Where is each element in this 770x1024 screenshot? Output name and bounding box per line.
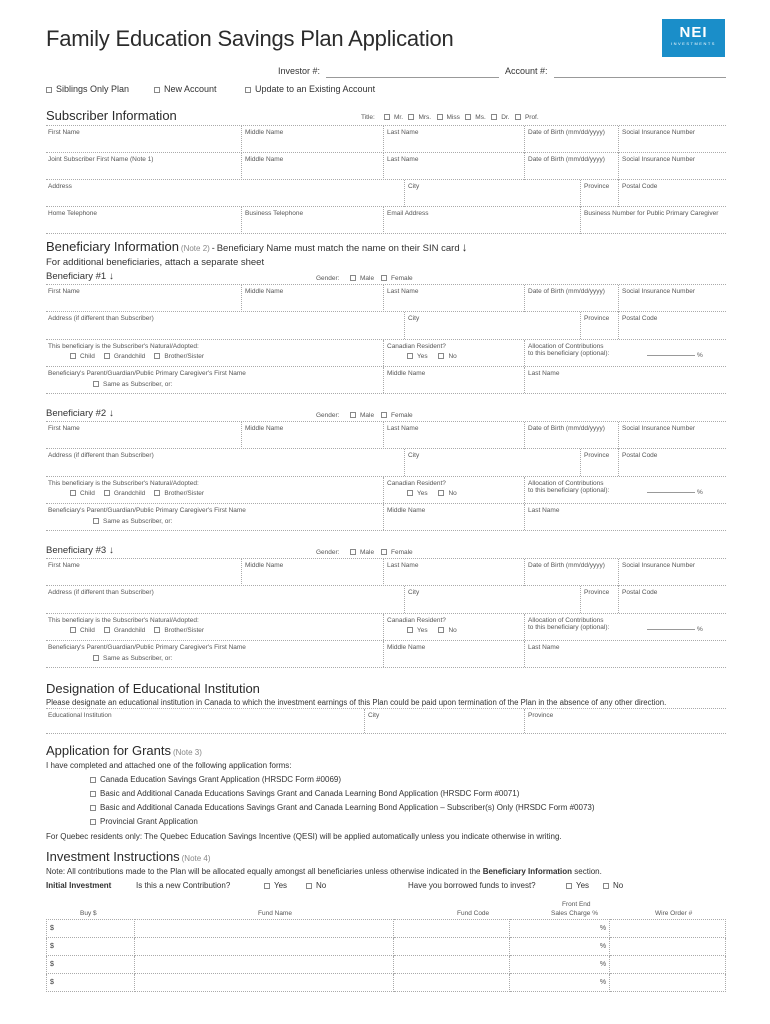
- beneficiary-first-name-field[interactable]: First Name: [48, 562, 80, 569]
- joint-first-name-field[interactable]: Joint Subscriber First Name (Note 1): [48, 156, 154, 163]
- parent-last-name-field[interactable]: Last Name: [524, 641, 726, 667]
- beneficiary-sin-field[interactable]: Social Insurance Number: [618, 285, 726, 312]
- relation-child[interactable]: Child: [70, 627, 95, 634]
- investment-description: Note: All contributions made to the Plan will be allocated equally amongst all beneficiaries unless otherwise indicated in the Beneficiary Information section.: [46, 867, 602, 876]
- quebec-note: For Quebec residents only: The Quebec Education Savings Incentive (QESI) will be applied automatically unless you indicate otherwise in writing.: [46, 832, 562, 841]
- page-title: Family Education Savings Plan Application: [46, 26, 454, 51]
- checkbox-icon[interactable]: [245, 87, 251, 93]
- gender-female[interactable]: Female: [381, 549, 413, 556]
- beneficiary-3-row-1: [46, 559, 726, 586]
- allocation-cell: [524, 340, 726, 366]
- beneficiary-1-row-2: [46, 312, 726, 339]
- fund-code-cell[interactable]: [394, 974, 510, 992]
- investment-row: [47, 974, 726, 992]
- alloc-label-2: to this beneficiary (optional):: [528, 624, 610, 631]
- relation-grandchild[interactable]: Grandchild: [104, 353, 145, 360]
- investor-number-label: Investor #:: [278, 66, 321, 76]
- new-account-label: New Account: [164, 84, 217, 94]
- relation-grandchild[interactable]: Grandchild: [104, 627, 145, 634]
- grants-heading: Application for Grants: [46, 743, 172, 758]
- percent-sign: %: [697, 489, 703, 496]
- subscriber-row-2: [46, 153, 726, 180]
- title-prof[interactable]: Prof.: [515, 114, 539, 121]
- resident-label: Canadian Resident?: [387, 343, 446, 350]
- allocation-field[interactable]: [647, 492, 695, 493]
- resident-no[interactable]: No: [438, 627, 456, 634]
- beneficiary-2-row-3: [46, 477, 726, 503]
- email-field[interactable]: Email Address: [383, 207, 580, 234]
- checkbox-icon[interactable]: [381, 549, 387, 555]
- parent-middle-name-field[interactable]: Middle Name: [383, 641, 524, 667]
- grant-option-0069[interactable]: Canada Education Savings Grant Application (HRSDC Form #0069): [90, 775, 341, 784]
- beneficiary-2-row-4: [46, 504, 726, 530]
- checkbox-icon[interactable]: [93, 655, 99, 661]
- checkbox-icon[interactable]: [491, 114, 497, 120]
- title-options: [384, 114, 539, 121]
- grants-heading-line: [46, 743, 202, 758]
- relation-child[interactable]: Child: [70, 490, 95, 497]
- subscriber-heading: Subscriber Information: [46, 108, 177, 123]
- allocation-cell: [524, 614, 726, 640]
- beneficiary-1-title: Beneficiary #1 ↓: [46, 271, 114, 282]
- checkbox-icon[interactable]: [438, 353, 444, 359]
- update-account-option[interactable]: [245, 84, 375, 94]
- beneficiary-first-name-field[interactable]: First Name: [48, 425, 80, 432]
- fund-name-cell[interactable]: [134, 938, 394, 956]
- checkbox-icon[interactable]: [407, 353, 413, 359]
- same-as-subscriber[interactable]: Same as Subscriber, or:: [93, 381, 383, 388]
- percent-sign: %: [697, 352, 703, 359]
- investment-note: (Note 4): [181, 854, 211, 863]
- resident-yes[interactable]: Yes: [407, 627, 428, 634]
- checkbox-icon[interactable]: [154, 627, 160, 633]
- checkbox-icon[interactable]: [90, 777, 96, 783]
- relation-child[interactable]: Child: [70, 353, 95, 360]
- joint-dob-field[interactable]: Date of Birth (mm/dd/yyyy): [524, 153, 618, 180]
- beneficiary-3-row-2: [46, 586, 726, 613]
- same-as-subscriber[interactable]: Same as Subscriber, or:: [93, 518, 383, 525]
- checkbox-icon[interactable]: [306, 883, 312, 889]
- investment-heading-line: [46, 849, 211, 864]
- beneficiary-city-field[interactable]: City: [404, 449, 580, 476]
- grants-intro: I have completed and attached one of the following application forms:: [46, 761, 292, 770]
- checkbox-icon[interactable]: [70, 490, 76, 496]
- beneficiary-middle-name-field[interactable]: Middle Name: [241, 559, 383, 586]
- parent-last-name-field[interactable]: Last Name: [524, 504, 726, 530]
- checkbox-icon[interactable]: [154, 353, 160, 359]
- beneficiary-postal-code-field[interactable]: Postal Code: [618, 449, 726, 476]
- beneficiary-dob-field[interactable]: Date of Birth (mm/dd/yyyy): [524, 285, 618, 312]
- borrowed-funds-yes[interactable]: Yes: [566, 881, 589, 890]
- natural-label: This beneficiary is the Subscriber's Natural/Adopted:: [48, 617, 199, 624]
- new-account-option[interactable]: [154, 84, 217, 94]
- alloc-label-1: Allocation of Contributions: [528, 617, 604, 624]
- grant-option-provincial[interactable]: Provincial Grant Application: [90, 817, 198, 826]
- checkbox-icon[interactable]: [465, 114, 471, 120]
- buy-amount-cell[interactable]: $: [47, 938, 135, 956]
- checkbox-icon[interactable]: [603, 883, 609, 889]
- natural-label: This beneficiary is the Subscriber's Natural/Adopted:: [48, 480, 199, 487]
- resident-cell: [383, 614, 524, 640]
- relation-sibling[interactable]: Brother/Sister: [154, 627, 204, 634]
- fund-name-cell[interactable]: [134, 974, 394, 992]
- relationship-cell: [46, 340, 383, 366]
- checkbox-icon[interactable]: [264, 883, 270, 889]
- relationship-cell: [46, 614, 383, 640]
- beneficiary-2-row-1: [46, 422, 726, 449]
- title-miss[interactable]: Miss: [437, 114, 460, 121]
- relation-grandchild[interactable]: Grandchild: [104, 490, 145, 497]
- sales-charge-cell[interactable]: %: [510, 920, 610, 938]
- beneficiary-1-row-4: [46, 367, 726, 393]
- fund-code-cell[interactable]: [394, 920, 510, 938]
- new-contribution-label: Is this a new Contribution?: [136, 881, 231, 890]
- arrow-down-icon: ↓: [108, 545, 114, 556]
- checkbox-icon[interactable]: [515, 114, 521, 120]
- parent-first-name-field[interactable]: Beneficiary's Parent/Guardian/Public Primary Caregiver's First Name Same as Subscriber, or:: [46, 641, 383, 667]
- buy-amount-cell[interactable]: $: [47, 920, 135, 938]
- arrow-down-icon: ↓: [108, 271, 114, 282]
- checkbox-icon[interactable]: [93, 518, 99, 524]
- relation-sibling[interactable]: Brother/Sister: [154, 353, 204, 360]
- parent-last-name-field[interactable]: Last Name: [524, 367, 726, 393]
- gender-label: Gender:: [316, 275, 340, 282]
- nei-logo: [662, 19, 725, 57]
- beneficiary-sin-field[interactable]: Social Insurance Number: [618, 422, 726, 449]
- title-mrs[interactable]: Mrs.: [408, 114, 431, 121]
- resident-label: Canadian Resident?: [387, 480, 446, 487]
- gender-male[interactable]: Male: [350, 549, 374, 556]
- sin-match-notice: Beneficiary Name must match the name on their SIN card: [216, 243, 460, 254]
- col-fund-code: Fund Code: [457, 910, 490, 917]
- subscriber-row-4: [46, 207, 726, 234]
- beneficiary-address-field[interactable]: Address (if different than Subscriber): [48, 315, 154, 322]
- investment-table: [46, 919, 726, 992]
- subscriber-row-3: [46, 180, 726, 207]
- account-number-label: Account #:: [505, 66, 548, 76]
- beneficiary-heading: Beneficiary Information: [46, 239, 179, 254]
- alloc-label-2: to this beneficiary (optional):: [528, 350, 610, 357]
- relation-sibling[interactable]: Brother/Sister: [154, 490, 204, 497]
- allocation-cell: [524, 477, 726, 503]
- middle-name-field[interactable]: Middle Name: [241, 126, 383, 153]
- institution-province-field[interactable]: Province: [524, 709, 726, 733]
- joint-sin-field[interactable]: Social Insurance Number: [618, 153, 726, 180]
- fund-code-cell[interactable]: [394, 956, 510, 974]
- borrowed-funds-no[interactable]: No: [603, 881, 623, 890]
- sin-field[interactable]: Social Insurance Number: [618, 126, 726, 153]
- beneficiary-dob-field[interactable]: Date of Birth (mm/dd/yyyy): [524, 559, 618, 586]
- sales-charge-cell[interactable]: %: [510, 938, 610, 956]
- title-ms[interactable]: Ms.: [465, 114, 485, 121]
- beneficiary-2-title: Beneficiary #2 ↓: [46, 408, 114, 419]
- title-dr[interactable]: Dr.: [491, 114, 509, 121]
- alloc-label-1: Allocation of Contributions: [528, 343, 604, 350]
- arrow-down-icon: ↓: [108, 408, 114, 419]
- beneficiary-3-row-3: [46, 614, 726, 640]
- beneficiary-sin-field[interactable]: Social Insurance Number: [618, 559, 726, 586]
- checkbox-icon[interactable]: [407, 627, 413, 633]
- checkbox-icon[interactable]: [384, 114, 390, 120]
- gender-female[interactable]: Female: [381, 412, 413, 419]
- joint-middle-name-field[interactable]: Middle Name: [241, 153, 383, 180]
- checkbox-icon[interactable]: [566, 883, 572, 889]
- parent-middle-name-field[interactable]: Middle Name: [383, 504, 524, 530]
- business-number-field[interactable]: Business Number for Public Primary Caregiver: [580, 207, 726, 234]
- checkbox-icon[interactable]: [154, 490, 160, 496]
- new-contribution-no[interactable]: No: [306, 881, 326, 890]
- gender-male[interactable]: Male: [350, 275, 374, 282]
- beneficiary-city-field[interactable]: City: [404, 586, 580, 613]
- beneficiary-first-name-field[interactable]: First Name: [48, 288, 80, 295]
- sales-charge-cell[interactable]: %: [510, 956, 610, 974]
- institution-description: Please designate an educational institution in Canada to which the investment earnings of this Plan could be paid upon termination of the Plan in the absence of any other direction.: [46, 698, 667, 707]
- sales-charge-cell[interactable]: %: [510, 974, 610, 992]
- checkbox-icon[interactable]: [70, 353, 76, 359]
- business-telephone-field[interactable]: Business Telephone: [241, 207, 383, 234]
- institution-heading: Designation of Educational Institution: [46, 681, 260, 696]
- checkbox-icon[interactable]: [381, 412, 387, 418]
- beneficiary-2-row-2: [46, 449, 726, 476]
- beneficiary-city-field[interactable]: City: [404, 312, 580, 339]
- checkbox-icon[interactable]: [104, 627, 110, 633]
- alloc-label-1: Allocation of Contributions: [528, 480, 604, 487]
- checkbox-icon[interactable]: [154, 87, 160, 93]
- relationship-cell: [46, 477, 383, 503]
- joint-last-name-field[interactable]: Last Name: [383, 153, 524, 180]
- arrow-down-icon: ↓: [461, 240, 468, 254]
- institution-row: [46, 709, 726, 733]
- gender-male[interactable]: Male: [350, 412, 374, 419]
- city-field[interactable]: City: [404, 180, 580, 207]
- subscriber-row-1: [46, 126, 726, 153]
- checkbox-icon[interactable]: [407, 490, 413, 496]
- beneficiary-middle-name-field[interactable]: Middle Name: [241, 422, 383, 449]
- initial-investment-label: Initial Investment: [46, 881, 112, 890]
- wire-order-cell[interactable]: [610, 974, 726, 992]
- wire-order-cell[interactable]: [610, 920, 726, 938]
- investment-heading: Investment Instructions: [46, 849, 180, 864]
- fund-name-cell[interactable]: [134, 920, 394, 938]
- additional-beneficiaries-note: For additional beneficiaries, attach a separate sheet: [46, 257, 265, 268]
- home-telephone-field[interactable]: Home Telephone: [48, 210, 98, 217]
- checkbox-icon[interactable]: [90, 819, 96, 825]
- beneficiary-middle-name-field[interactable]: Middle Name: [241, 285, 383, 312]
- institution-city-field[interactable]: City: [364, 709, 524, 733]
- checkbox-icon[interactable]: [350, 412, 356, 418]
- grant-option-0073[interactable]: Basic and Additional Canada Educations Savings Grant and Canada Learning Bond Application – Subscriber(s) Only (HRSDC Form #0073): [90, 803, 595, 812]
- borrowed-funds-label: Have you borrowed funds to invest?: [408, 881, 536, 890]
- address-field[interactable]: Address: [48, 183, 72, 190]
- checkbox-icon[interactable]: [104, 490, 110, 496]
- beneficiary-note: (Note 2): [180, 244, 210, 253]
- natural-label: This beneficiary is the Subscriber's Natural/Adopted:: [48, 343, 199, 350]
- grants-note: (Note 3): [172, 748, 202, 757]
- beneficiary-province-field[interactable]: Province: [580, 312, 618, 339]
- new-contribution-yes[interactable]: Yes: [264, 881, 287, 890]
- investment-row: [47, 938, 726, 956]
- checkbox-icon[interactable]: [46, 87, 52, 93]
- update-account-label: Update to an Existing Account: [255, 84, 376, 94]
- investment-row: [47, 920, 726, 938]
- beneficiary-last-name-field[interactable]: Last Name: [383, 559, 524, 586]
- beneficiary-address-field[interactable]: Address (if different than Subscriber): [48, 589, 154, 596]
- parent-first-name-field[interactable]: Beneficiary's Parent/Guardian/Public Primary Caregiver's First Name Same as Subscriber, or:: [46, 504, 383, 530]
- buy-amount-cell[interactable]: $: [47, 956, 135, 974]
- province-field[interactable]: Province: [580, 180, 618, 207]
- col-fund-name: Fund Name: [258, 910, 292, 917]
- col-wire-order: Wire Order #: [655, 910, 693, 917]
- gender-female[interactable]: Female: [381, 275, 413, 282]
- checkbox-icon[interactable]: [437, 114, 443, 120]
- fund-code-cell[interactable]: [394, 938, 510, 956]
- percent-sign: %: [697, 626, 703, 633]
- beneficiary-heading-line: [46, 239, 468, 254]
- buy-amount-cell[interactable]: $: [47, 974, 135, 992]
- same-as-subscriber[interactable]: Same as Subscriber, or:: [93, 655, 383, 662]
- checkbox-icon[interactable]: [438, 627, 444, 633]
- gender-label: Gender:: [316, 412, 340, 419]
- beneficiary-address-field[interactable]: Address (if different than Subscriber): [48, 452, 154, 459]
- checkbox-icon[interactable]: [381, 275, 387, 281]
- beneficiary-province-field[interactable]: Province: [580, 449, 618, 476]
- checkbox-icon[interactable]: [90, 805, 96, 811]
- alloc-label-2: to this beneficiary (optional):: [528, 487, 610, 494]
- siblings-only-label: Siblings Only Plan: [56, 84, 130, 94]
- institution-name-field[interactable]: Educational Institution: [48, 712, 112, 719]
- last-name-field[interactable]: Last Name: [383, 126, 524, 153]
- col-buy: Buy $: [80, 910, 97, 917]
- beneficiary-last-name-field[interactable]: Last Name: [383, 285, 524, 312]
- allocation-field[interactable]: [647, 355, 695, 356]
- col-front-end: Front End: [562, 901, 591, 908]
- checkbox-icon[interactable]: [93, 381, 99, 387]
- gender-label: Gender:: [316, 549, 340, 556]
- resident-no[interactable]: No: [438, 353, 456, 360]
- siblings-only-option[interactable]: [46, 84, 129, 94]
- first-name-field[interactable]: First Name: [48, 129, 80, 136]
- wire-order-cell[interactable]: [610, 956, 726, 974]
- resident-cell: [383, 477, 524, 503]
- beneficiary-dob-field[interactable]: Date of Birth (mm/dd/yyyy): [524, 422, 618, 449]
- resident-label: Canadian Resident?: [387, 617, 446, 624]
- parent-middle-name-field[interactable]: Middle Name: [383, 367, 524, 393]
- checkbox-icon[interactable]: [438, 490, 444, 496]
- investment-row: [47, 956, 726, 974]
- beneficiary-3-title: Beneficiary #3 ↓: [46, 545, 114, 556]
- logo-sub-text: INVESTMENTS: [671, 41, 716, 46]
- resident-cell: [383, 340, 524, 366]
- beneficiary-3-row-4: [46, 641, 726, 667]
- fund-name-cell[interactable]: [134, 956, 394, 974]
- beneficiary-province-field[interactable]: Province: [580, 586, 618, 613]
- checkbox-icon[interactable]: [350, 549, 356, 555]
- account-number-field[interactable]: [554, 77, 726, 78]
- logo-main-text: NEI: [679, 24, 708, 41]
- parent-first-name-field[interactable]: Beneficiary's Parent/Guardian/Public Primary Caregiver's First Name Same as Subscriber, or:: [46, 367, 383, 393]
- grant-option-0071[interactable]: Basic and Additional Canada Educations Savings Grant and Canada Learning Bond Application (HRSDC Form #0071): [90, 789, 519, 798]
- beneficiary-postal-code-field[interactable]: Postal Code: [618, 312, 726, 339]
- resident-no[interactable]: No: [438, 490, 456, 497]
- beneficiary-postal-code-field[interactable]: Postal Code: [618, 586, 726, 613]
- investor-number-field[interactable]: [326, 77, 499, 78]
- postal-code-field[interactable]: Postal Code: [618, 180, 726, 207]
- dob-field[interactable]: Date of Birth (mm/dd/yyyy): [524, 126, 618, 153]
- resident-yes[interactable]: Yes: [407, 490, 428, 497]
- checkbox-icon[interactable]: [104, 353, 110, 359]
- beneficiary-1-row-1: [46, 285, 726, 312]
- heading-dash: -: [211, 243, 215, 253]
- checkbox-icon[interactable]: [70, 627, 76, 633]
- checkbox-icon[interactable]: [90, 791, 96, 797]
- title-label: Title:: [361, 114, 375, 121]
- beneficiary-last-name-field[interactable]: Last Name: [383, 422, 524, 449]
- checkbox-icon[interactable]: [408, 114, 414, 120]
- col-sales-charge: Sales Charge %: [551, 910, 598, 917]
- title-mr[interactable]: Mr.: [384, 114, 403, 121]
- beneficiary-1-row-3: [46, 340, 726, 366]
- allocation-field[interactable]: [647, 629, 695, 630]
- resident-yes[interactable]: Yes: [407, 353, 428, 360]
- checkbox-icon[interactable]: [350, 275, 356, 281]
- wire-order-cell[interactable]: [610, 938, 726, 956]
